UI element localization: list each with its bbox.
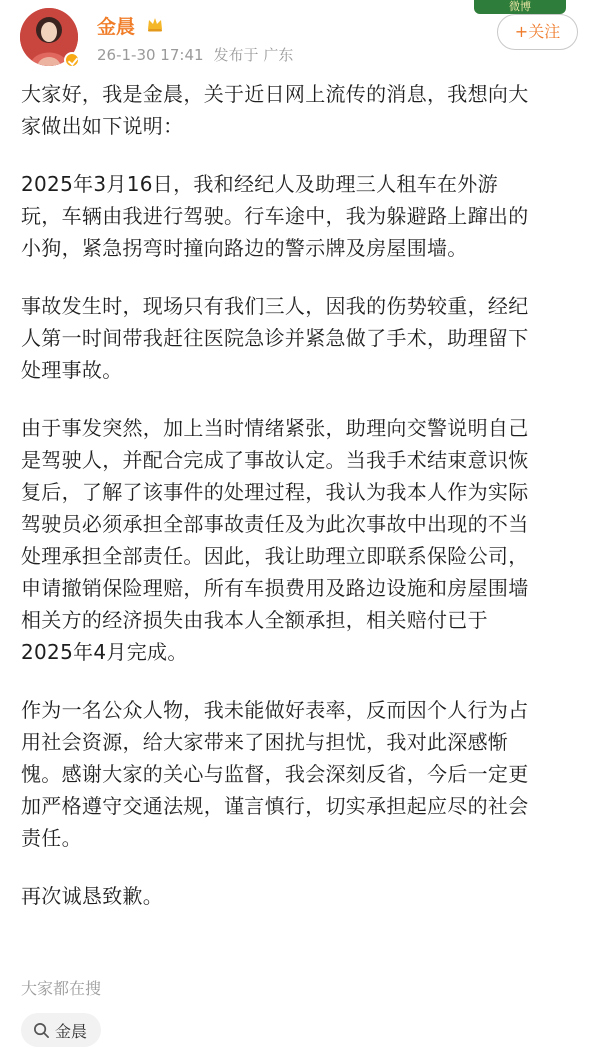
post-text-line: 由于事发突然，加上当时情绪紧张，助理向交警说明自己 bbox=[21, 416, 529, 440]
search-chip-label: 金晨 bbox=[55, 1021, 88, 1041]
post-text-line: 2025年3月16日，我和经纪人及助理三人租车在外游 bbox=[21, 172, 498, 196]
post-text-line: 驾驶员必须承担全部事故责任及为此次事故中出现的不当 bbox=[21, 512, 529, 536]
post-text-line: 申请撤销保险理赔，所有车损费用及路边设施和房屋围墙 bbox=[21, 576, 529, 600]
crown-icon bbox=[146, 15, 164, 33]
search-chip[interactable] bbox=[21, 1013, 101, 1047]
sticker-banner bbox=[474, 0, 566, 14]
post-paragraph bbox=[21, 880, 581, 912]
post-paragraph bbox=[21, 168, 581, 264]
post-text-line: 事故发生时，现场只有我们三人，因我的伤势较重，经纪 bbox=[21, 294, 529, 318]
post-paragraph bbox=[21, 694, 581, 854]
post-text-line: 小狗，紧急拐弯时撞向路边的警示牌及房屋围墙。 bbox=[21, 236, 468, 260]
post-timestamp: 26-1-30 17:41 bbox=[97, 46, 204, 64]
post-meta bbox=[97, 44, 293, 65]
post-text-line: 玩，车辆由我进行驾驶。行车途中，我为躲避路上蹿出的 bbox=[21, 204, 529, 228]
post-text-line: 责任。 bbox=[21, 826, 82, 850]
post-paragraph bbox=[21, 290, 581, 386]
post-content bbox=[21, 78, 581, 938]
post-text-line: 是驾驶人，并配合完成了事故认定。当我手术结束意识恢 bbox=[21, 448, 529, 472]
post-text-line: 处理事故。 bbox=[21, 358, 123, 382]
post-text-line: 加严格遵守交通法规，谨言慎行，切实承担起应尽的社会 bbox=[21, 794, 529, 818]
search-hint-label: 大家都在搜 bbox=[21, 979, 102, 998]
post-paragraph bbox=[21, 412, 581, 668]
post-text-line: 复后，了解了该事件的处理过程，我认为我本人作为实际 bbox=[21, 480, 529, 504]
post-text-line: 处理承担全部责任。因此，我让助理立即联系保险公司， bbox=[21, 544, 529, 568]
search-icon bbox=[33, 1022, 50, 1039]
post-text-line: 人第一时间带我赶往医院急诊并紧急做了手术，助理留下 bbox=[21, 326, 529, 350]
post-text-line: 家做出如下说明： bbox=[21, 114, 184, 138]
follow-button[interactable]: +关注 bbox=[497, 14, 578, 50]
verified-badge-icon bbox=[64, 52, 80, 68]
user-name[interactable]: 金晨 bbox=[97, 16, 136, 38]
post-header bbox=[0, 0, 600, 80]
sticker-text: 微博 bbox=[509, 0, 531, 13]
post-paragraph bbox=[21, 78, 581, 142]
post-text-line: 再次诚恳致歉。 bbox=[21, 884, 164, 908]
post-text-line: 愧。感谢大家的关心与监督，我会深刻反省，今后一定更 bbox=[21, 762, 529, 786]
post-text-line: 相关方的经济损失由我本人全额承担，相关赔付已于 bbox=[21, 608, 488, 632]
post-location: 发布于 广东 bbox=[213, 46, 294, 64]
post-text-line: 2025年4月完成。 bbox=[21, 640, 188, 664]
post-text-line: 大家好，我是金晨，关于近日网上流传的消息，我想向大 bbox=[21, 82, 529, 106]
post-text-line: 用社会资源，给大家带来了困扰与担忧，我对此深感惭 bbox=[21, 730, 509, 754]
post-text-line: 作为一名公众人物，我未能做好表率，反而因个人行为占 bbox=[21, 698, 529, 722]
